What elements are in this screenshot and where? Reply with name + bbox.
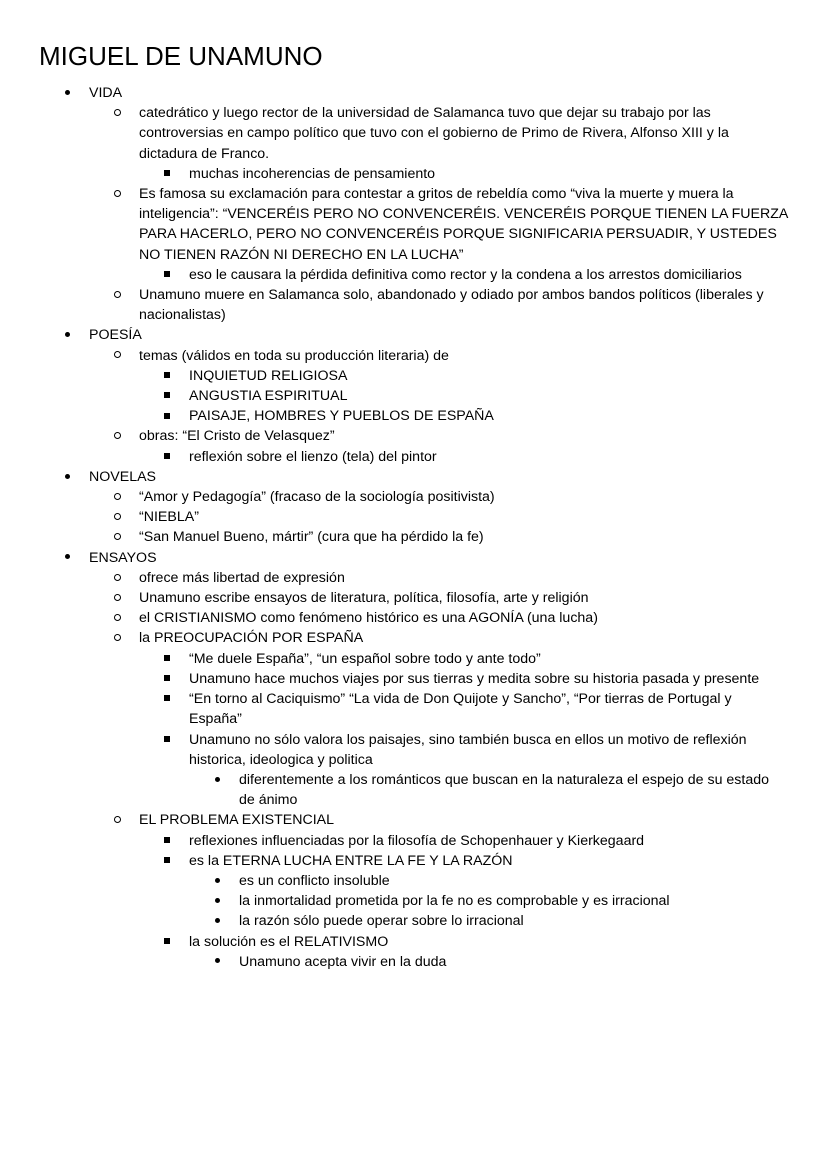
outline-item-level-3	[0, 386, 828, 406]
hollow-circle-bullet-icon	[110, 568, 124, 588]
outline-item-level-1	[0, 548, 828, 568]
square-bullet-icon	[160, 851, 174, 871]
filled-circle-bullet-icon	[210, 770, 224, 790]
outline-item-text: INQUIETUD RELIGIOSA	[189, 367, 348, 384]
outline-item-text: catedrático y luego rector de la universidad de Salamanca tuvo que dejar su trabajo por las controversias en campo político que tuvo con el gobierno de Primo de Rivera, Alfonso XIII y la dictadura de Franco.	[139, 105, 729, 162]
outline-item-text: Unamuno escribe ensayos de literatura, política, filosofía, arte y religión	[139, 590, 589, 607]
outline-item-level-3	[0, 649, 828, 669]
outline-item-text: “San Manuel Bueno, mártir” (cura que ha pérdido la fe)	[139, 529, 484, 546]
outline-item-level-4	[0, 770, 828, 810]
outline-item-text: PAISAJE, HOMBRES Y PUEBLOS DE ESPAÑA	[189, 408, 494, 425]
outline-list	[0, 83, 828, 972]
filled-circle-bullet-icon	[210, 952, 224, 972]
outline-item-level-2	[0, 426, 828, 446]
outline-item-level-2	[0, 184, 828, 265]
outline-item-level-2	[0, 103, 828, 164]
square-bullet-icon	[160, 730, 174, 750]
outline-item-level-2	[0, 346, 828, 366]
outline-item-level-2	[0, 608, 828, 628]
outline-item-level-2	[0, 568, 828, 588]
hollow-circle-bullet-icon	[110, 507, 124, 527]
filled-circle-bullet-icon	[60, 467, 74, 487]
filled-circle-bullet-icon	[60, 83, 74, 103]
hollow-circle-bullet-icon	[110, 487, 124, 507]
outline-item-level-3	[0, 932, 828, 952]
hollow-circle-bullet-icon	[110, 810, 124, 830]
outline-item-level-2	[0, 487, 828, 507]
hollow-circle-bullet-icon	[110, 184, 124, 204]
square-bullet-icon	[160, 447, 174, 467]
square-bullet-icon	[160, 932, 174, 952]
outline-item-level-1	[0, 467, 828, 487]
outline-item-level-3	[0, 447, 828, 467]
outline-item-text: Unamuno no sólo valora los paisajes, sino también busca en ellos un motivo de reflexión historica, ideologica y politica	[189, 731, 747, 768]
outline-item-level-2	[0, 285, 828, 325]
outline-item-text: la PREOCUPACIÓN POR ESPAÑA	[139, 630, 364, 647]
outline-item-level-3	[0, 265, 828, 285]
square-bullet-icon	[160, 164, 174, 184]
outline-item-level-2	[0, 810, 828, 830]
outline-item-level-2	[0, 628, 828, 648]
outline-item-level-2	[0, 507, 828, 527]
outline-item-level-1	[0, 325, 828, 345]
outline-item-text: la inmortalidad prometida por la fe no es comprobable y es irracional	[239, 893, 670, 910]
outline-item-level-3	[0, 366, 828, 386]
outline-item-level-4	[0, 952, 828, 972]
outline-item-text: reflexiones influenciadas por la filosofía de Schopenhauer y Kierkegaard	[189, 832, 645, 849]
outline-item-text: Unamuno acepta vivir en la duda	[239, 953, 447, 970]
outline-item-text: “Amor y Pedagogía” (fracaso de la sociología positivista)	[139, 489, 495, 506]
outline-item-text: es un conflicto insoluble	[239, 872, 390, 889]
outline-item-text: eso le causara la pérdida definitiva como rector y la condena a los arrestos domiciliarios	[189, 266, 742, 283]
outline-item-text: reflexión sobre el lienzo (tela) del pintor	[189, 448, 437, 465]
outline-item-text: “En torno al Caciquismo” “La vida de Don Quijote y Sancho”, “Por tierras de Portugal y España”	[189, 691, 732, 728]
hollow-circle-bullet-icon	[110, 588, 124, 608]
square-bullet-icon	[160, 386, 174, 406]
outline-item-level-4	[0, 911, 828, 931]
outline-item-level-2	[0, 588, 828, 608]
hollow-circle-bullet-icon	[110, 527, 124, 547]
outline-item-text: obras: “El Cristo de Velasquez”	[139, 428, 335, 445]
outline-item-text: ofrece más libertad de expresión	[139, 569, 345, 586]
outline-item-text: Unamuno hace muchos viajes por sus tierras y medita sobre su historia pasada y presente	[189, 670, 760, 687]
square-bullet-icon	[160, 831, 174, 851]
outline-item-text: temas (válidos en toda su producción literaria) de	[139, 347, 449, 364]
outline-item-level-3	[0, 689, 828, 729]
hollow-circle-bullet-icon	[110, 608, 124, 628]
outline-item-level-3	[0, 851, 828, 871]
outline-item-text: Unamuno muere en Salamanca solo, abandonado y odiado por ambos bandos políticos (liberales y nacionalistas)	[139, 287, 764, 324]
outline-item-text: POESÍA	[89, 327, 142, 344]
outline-item-text: Es famosa su exclamación para contestar a gritos de rebeldía como “viva la muerte y muera la inteligencia”: “VENCERÉIS PERO NO CONVENCERÉIS. VENCERÉIS PORQUE TIENEN LA FUERZA PARA HACERLO, PERO NO CONVENCERÉIS PORQUE SIGNIFICARIA PERSUADIR, Y USTEDES NO TIENEN RAZÓN NI DERECHO EN LA LUCHA”	[139, 186, 788, 263]
outline-item-text: la razón sólo puede operar sobre lo irracional	[239, 913, 524, 930]
outline-item-level-4	[0, 891, 828, 911]
outline-item-level-3	[0, 831, 828, 851]
square-bullet-icon	[160, 406, 174, 426]
hollow-circle-bullet-icon	[110, 426, 124, 446]
outline-item-text: “NIEBLA”	[139, 509, 199, 526]
outline-item-level-3	[0, 669, 828, 689]
outline-item-text: el CRISTIANISMO como fenómeno histórico es una AGONÍA (una lucha)	[139, 610, 598, 627]
square-bullet-icon	[160, 649, 174, 669]
outline-item-text: es la ETERNA LUCHA ENTRE LA FE Y LA RAZÓN	[189, 852, 513, 869]
square-bullet-icon	[160, 689, 174, 709]
outline-item-text: ENSAYOS	[89, 549, 157, 566]
outline-item-text: ANGUSTIA ESPIRITUAL	[189, 388, 348, 405]
outline-item-text: muchas incoherencias de pensamiento	[189, 165, 436, 182]
filled-circle-bullet-icon	[210, 911, 224, 931]
square-bullet-icon	[160, 265, 174, 285]
outline-item-text: NOVELAS	[89, 468, 157, 485]
page-title: MIGUEL DE UNAMUNO	[39, 41, 323, 71]
outline-item-text: “Me duele España”, “un español sobre todo y ante todo”	[189, 650, 541, 667]
outline-item-text: la solución es el RELATIVISMO	[189, 933, 389, 950]
filled-circle-bullet-icon	[210, 891, 224, 911]
outline-item-level-4	[0, 871, 828, 891]
hollow-circle-bullet-icon	[110, 103, 124, 123]
hollow-circle-bullet-icon	[110, 346, 124, 366]
outline-item-level-3	[0, 406, 828, 426]
filled-circle-bullet-icon	[210, 871, 224, 891]
square-bullet-icon	[160, 366, 174, 386]
outline-item-text: VIDA	[89, 85, 123, 101]
filled-circle-bullet-icon	[60, 325, 74, 345]
outline-item-text: diferentemente a los románticos que buscan en la naturaleza el espejo de su estado de ánimo	[239, 771, 770, 809]
outline-item-text: EL PROBLEMA EXISTENCIAL	[139, 812, 335, 829]
square-bullet-icon	[160, 669, 174, 689]
hollow-circle-bullet-icon	[110, 285, 124, 305]
outline-item-level-1	[0, 83, 828, 103]
outline-item-level-3	[0, 164, 828, 184]
hollow-circle-bullet-icon	[110, 628, 124, 648]
filled-circle-bullet-icon	[60, 548, 74, 568]
outline-item-level-2	[0, 527, 828, 547]
outline-item-level-3	[0, 730, 828, 770]
